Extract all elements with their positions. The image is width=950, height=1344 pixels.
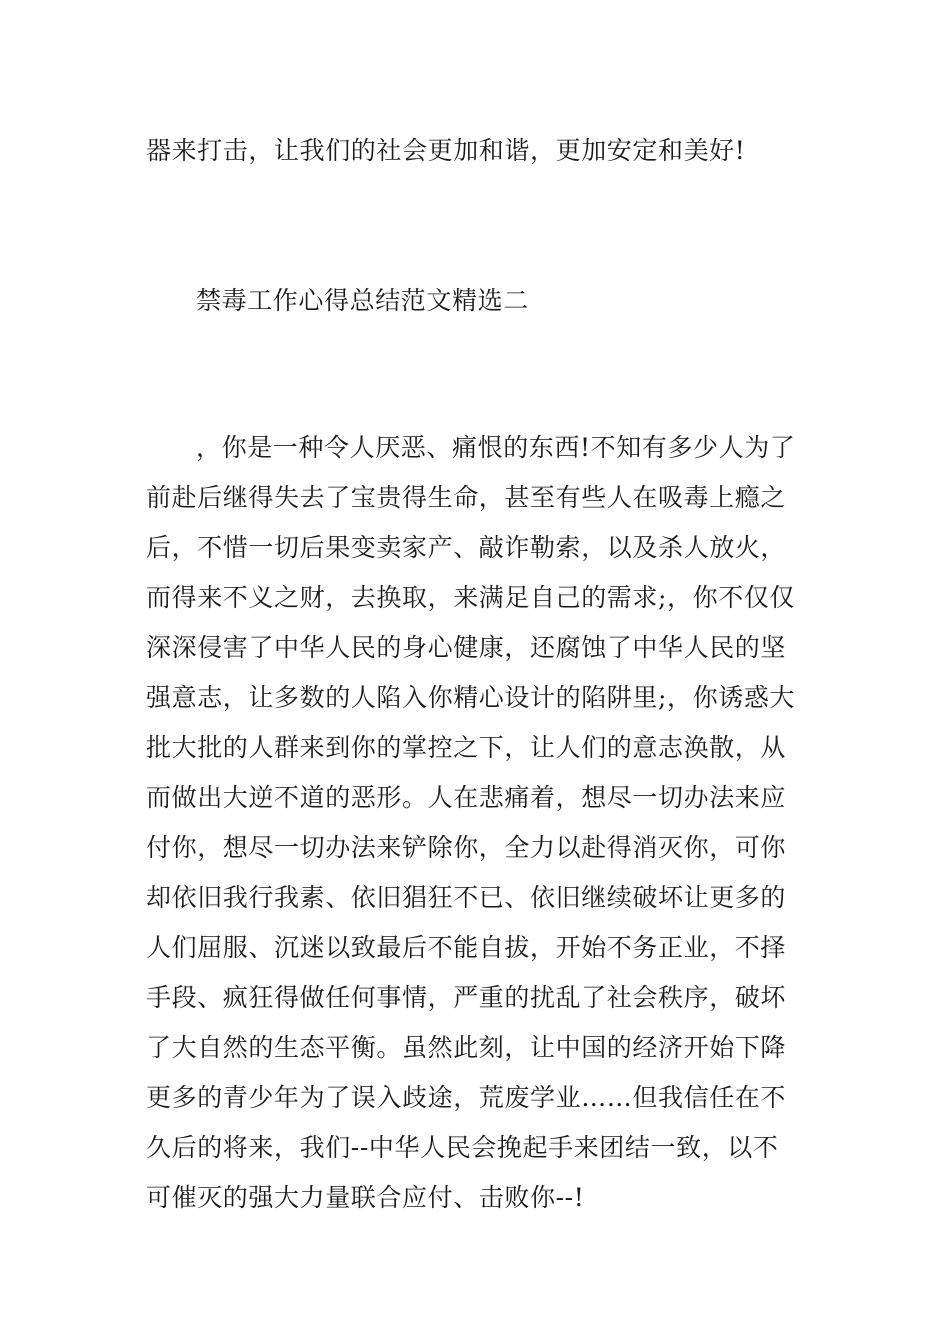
opening-line: 器来打击，让我们的社会更加和谐，更加安定和美好!	[146, 136, 746, 165]
paragraph-line: 而做出大逆不道的恶形。人在悲痛着，想尽一切办法来应	[146, 783, 787, 812]
paragraph-line: 付你，想尽一切办法来铲除你，全力以赴得消灭你，可你	[146, 833, 787, 862]
paragraph-line: 批大批的人群来到你的掌控之下，让人们的意志涣散，从	[146, 733, 787, 762]
paragraph-line: 强意志，让多数的人陷入你精心设计的陷阱里;，你诱惑大	[146, 683, 796, 712]
paragraph-line: 人们屈服、沉迷以致最后不能自拔，开始不务正业，不择	[146, 933, 787, 962]
section-title: 禁毒工作心得总结范文精选二	[196, 286, 529, 315]
paragraph-line: 了大自然的生态平衡。虽然此刻，让中国的经济开始下降	[146, 1033, 787, 1062]
paragraph-line: 久后的将来，我们--中华人民会挽起手来团结一致，以不	[146, 1133, 779, 1162]
paragraph-line: 更多的青少年为了误入歧途，荒废学业……但我信任在不	[146, 1083, 787, 1112]
paragraph-line: 却依旧我行我素、依旧猖狂不已、依旧继续破坏让更多的	[146, 883, 787, 912]
paragraph-line: 可催灭的强大力量联合应付、击败你--!	[146, 1183, 585, 1212]
paragraph-line: 手段、疯狂得做任何事情，严重的扰乱了社会秩序，破坏	[146, 983, 787, 1012]
paragraph-line: 而得来不义之财，去换取，来满足自己的需求;，你不仅仅	[146, 583, 796, 612]
paragraph-line: 深深侵害了中华人民的身心健康，还腐蚀了中华人民的坚	[146, 633, 787, 662]
paragraph-line: ，你是一种令人厌恶、痛恨的东西!不知有多少人为了	[196, 433, 796, 462]
paragraph-line: 前赴后继得失去了宝贵得生命，甚至有些人在吸毒上瘾之	[146, 483, 787, 512]
paragraph-line: 后，不惜一切后果变卖家产、敲诈勒索，以及杀人放火，	[146, 533, 787, 562]
